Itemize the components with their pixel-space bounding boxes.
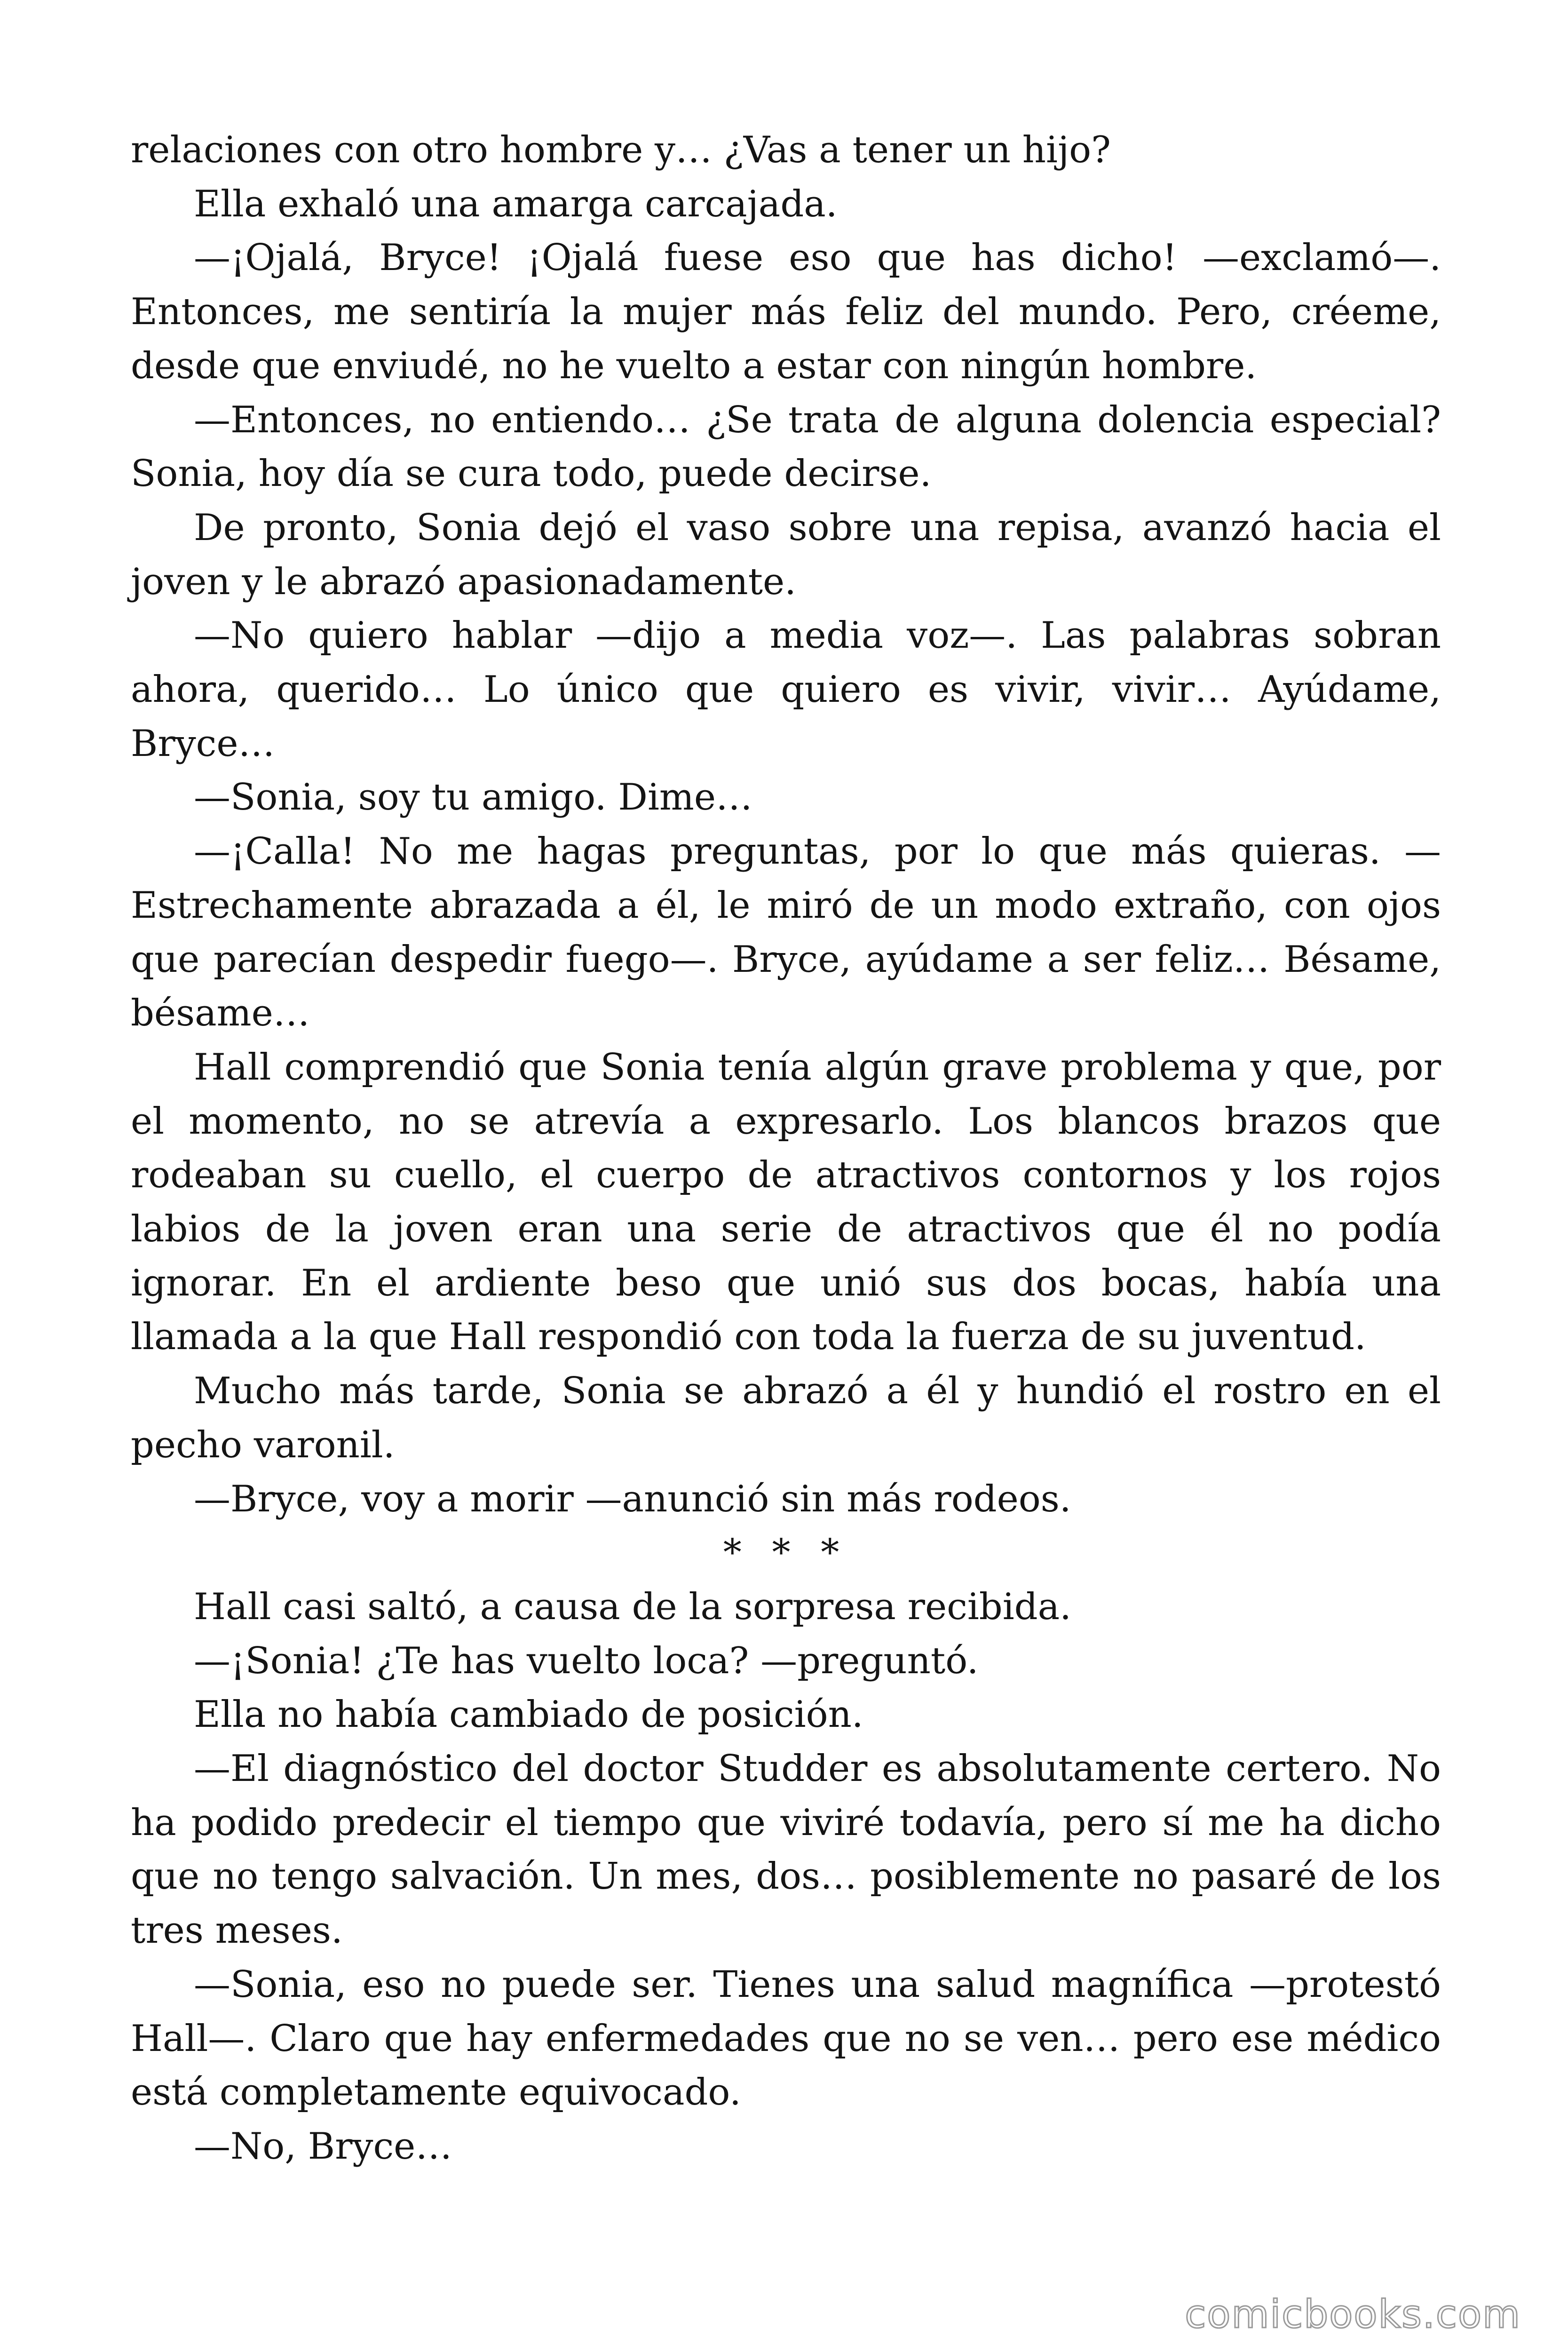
paragraph: Hall casi saltó, a causa de la sorpresa recibida. (194, 1585, 1071, 1628)
watermark: comicbooks.com (1185, 2292, 1521, 2337)
paragraph: Mucho más tarde, Sonia se abrazó a él y hundió el rostro en el pecho varonil. (131, 1370, 1441, 1466)
paragraph: —¡Calla! No me hagas preguntas, por lo que más quieras. —Estrechamente abrazada a él, le miró de un modo extraño, con ojos que parecían despedir fuego—. Bryce, ayúdame a ser feliz… Bésame, bésame… (131, 830, 1441, 1035)
paragraph: —No quiero hablar —dijo a media voz—. Las palabras sobran ahora, querido… Lo único que quiero es vivir, vivir… Ayúdame, Bryce… (131, 614, 1441, 765)
paragraph: —¡Ojalá, Bryce! ¡Ojalá fuese eso que has dicho! —exclamó—. Entonces, me sentiría la mujer más feliz del mundo. Pero, créeme, desde que enviudé, no he vuelto a estar con ningún hombre. (131, 237, 1441, 387)
paragraph: —Sonia, soy tu amigo. Dime… (194, 776, 753, 819)
paragraph: —Entonces, no entiendo… ¿Se trata de alguna dolencia especial? Sonia, hoy día se cura todo, puede decirse. (131, 398, 1441, 495)
section-separator: * * * (723, 1532, 849, 1574)
paragraph: —¡Sonia! ¿Te has vuelto loca? —preguntó. (194, 1639, 979, 1682)
paragraph: —Sonia, eso no puede ser. Tienes una salud magnífica —protestó Hall—. Claro que hay enfermedades que no se ven… pero ese médico está completamente equivocado. (131, 1963, 1441, 2114)
paragraph: Hall comprendió que Sonia tenía algún grave problema y que, por el momento, no se atrevía a expresarlo. Los blancos brazos que rodeaban su cuello, el cuerpo de atractivos contornos y los rojos labios de la joven eran una serie de atractivos que él no podía ignorar. En el ardiente beso que unió sus dos bocas, había una llamada a la que Hall respondió con toda la fuerza de su juventud. (131, 1046, 1441, 1359)
paragraph: —No, Bryce… (194, 2125, 452, 2168)
paragraph: De pronto, Sonia dejó el vaso sobre una repisa, avanzó hacia el joven y le abrazó apasionadamente. (131, 506, 1441, 603)
paragraph: Ella exhaló una amarga carcajada. (194, 183, 838, 225)
paragraph: relaciones con otro hombre y… ¿Vas a tener un hijo? (131, 129, 1111, 171)
paragraph: Ella no había cambiado de posición. (194, 1693, 863, 1736)
paragraph: —El diagnóstico del doctor Studder es absolutamente certero. No ha podido predecir el tiempo que viviré todavía, pero sí me ha dicho que no tengo salvación. Un mes, dos… posiblemente no pasaré de los tres meses. (131, 1748, 1441, 1952)
paragraph: —Bryce, voy a morir —anunció sin más rodeos. (194, 1478, 1071, 1520)
book-page (131, 123, 1441, 2174)
